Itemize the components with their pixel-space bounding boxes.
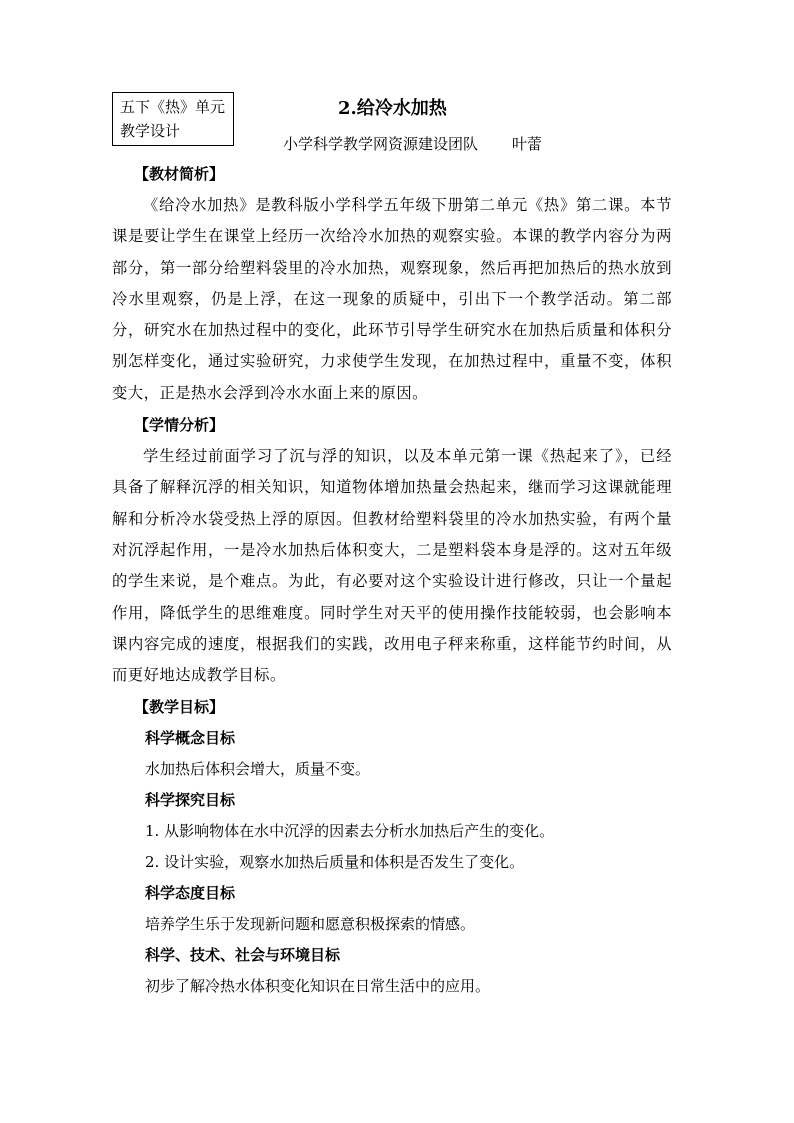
lesson-title: 2.给冷水加热 (338, 98, 447, 119)
attitude-goal-heading: 科学态度目标 (145, 884, 236, 903)
inquiry-goal-item-2: 2. 设计实验，观察水加热后质量和体积是否发生了变化。 (145, 853, 525, 872)
section-heading-goals: 【教学目标】 (134, 698, 225, 717)
unit-label-line1: 五下《热》单元 (120, 98, 226, 116)
section-heading-learner: 【学情分析】 (134, 416, 225, 435)
learner-paragraph: 学生经过前面学习了沉与浮的知识，以及本单元第一课《热起来了》，已经具备了解释沉浮的相关知识，知道物体增加热量会热起来，继而学习这课就能理解和分析冷水袋受热上浮的原因。但教材给塑料袋里的冷水加热实验，有两个量对沉浮起作用，一是冷水加热后体积变大，二是塑料袋本身是浮的。这对五年级的学生来说，是个难点。为此，有必要对这个实验设计进行修改，只让一个量起作用，降低学生的思维难度。同时学生对天平的使用操作技能较弱，也会影响本课内容完成的速度，根据我们的实践，改用电子秤来称重，这样能节约时间，从而更好地达成教学目标。 (112, 447, 672, 685)
inquiry-goal-heading: 科学探究目标 (145, 791, 236, 810)
concept-goal-heading: 科学概念目标 (145, 729, 236, 748)
section-heading-textbook: 【教材简析】 (134, 165, 225, 183)
textbook-paragraph: 《给冷水加热》是教科版小学科学五年级下册第二单元《热》第二课。本节课是要让学生在课堂上经历一次给冷水加热的观察实验。本课的教学内容分为两部分，第一部分给塑料袋里的冷水加热，观察现象，然后再把加热后的热水放到冷水里观察，仍是上浮，在这一现象的质疑中，引出下一个教学活动。第二部分，研究水在加热过程中的变化，此环节引导学生研究水在加热后质量和体积分别怎样变化，通过实验研究，力求使学生发现，在加热过程中，重量不变，体积变大，正是热水会浮到冷水水面上来的原因。 (112, 196, 672, 402)
document-body (112, 158, 672, 1002)
sts-goal-text: 初步了解冷热水体积变化知识在日常生活中的应用。 (145, 977, 491, 996)
unit-label-box (112, 92, 234, 146)
unit-label-line2: 教学设计 (120, 122, 181, 140)
sts-goal-heading: 科学、技术、社会与环境目标 (145, 946, 341, 965)
team-name: 小学科学教学网资源建设团队 (283, 135, 479, 153)
author-name: 叶蕾 (512, 135, 543, 153)
concept-goal-text: 水加热后体积会增大，质量不变。 (145, 760, 371, 779)
attitude-goal-text: 培养学生乐于发现新问题和愿意积极探索的情感。 (145, 915, 476, 934)
inquiry-goal-item-1: 1. 从影响物体在水中沉浮的因素去分析水加热后产生的变化。 (145, 822, 555, 841)
